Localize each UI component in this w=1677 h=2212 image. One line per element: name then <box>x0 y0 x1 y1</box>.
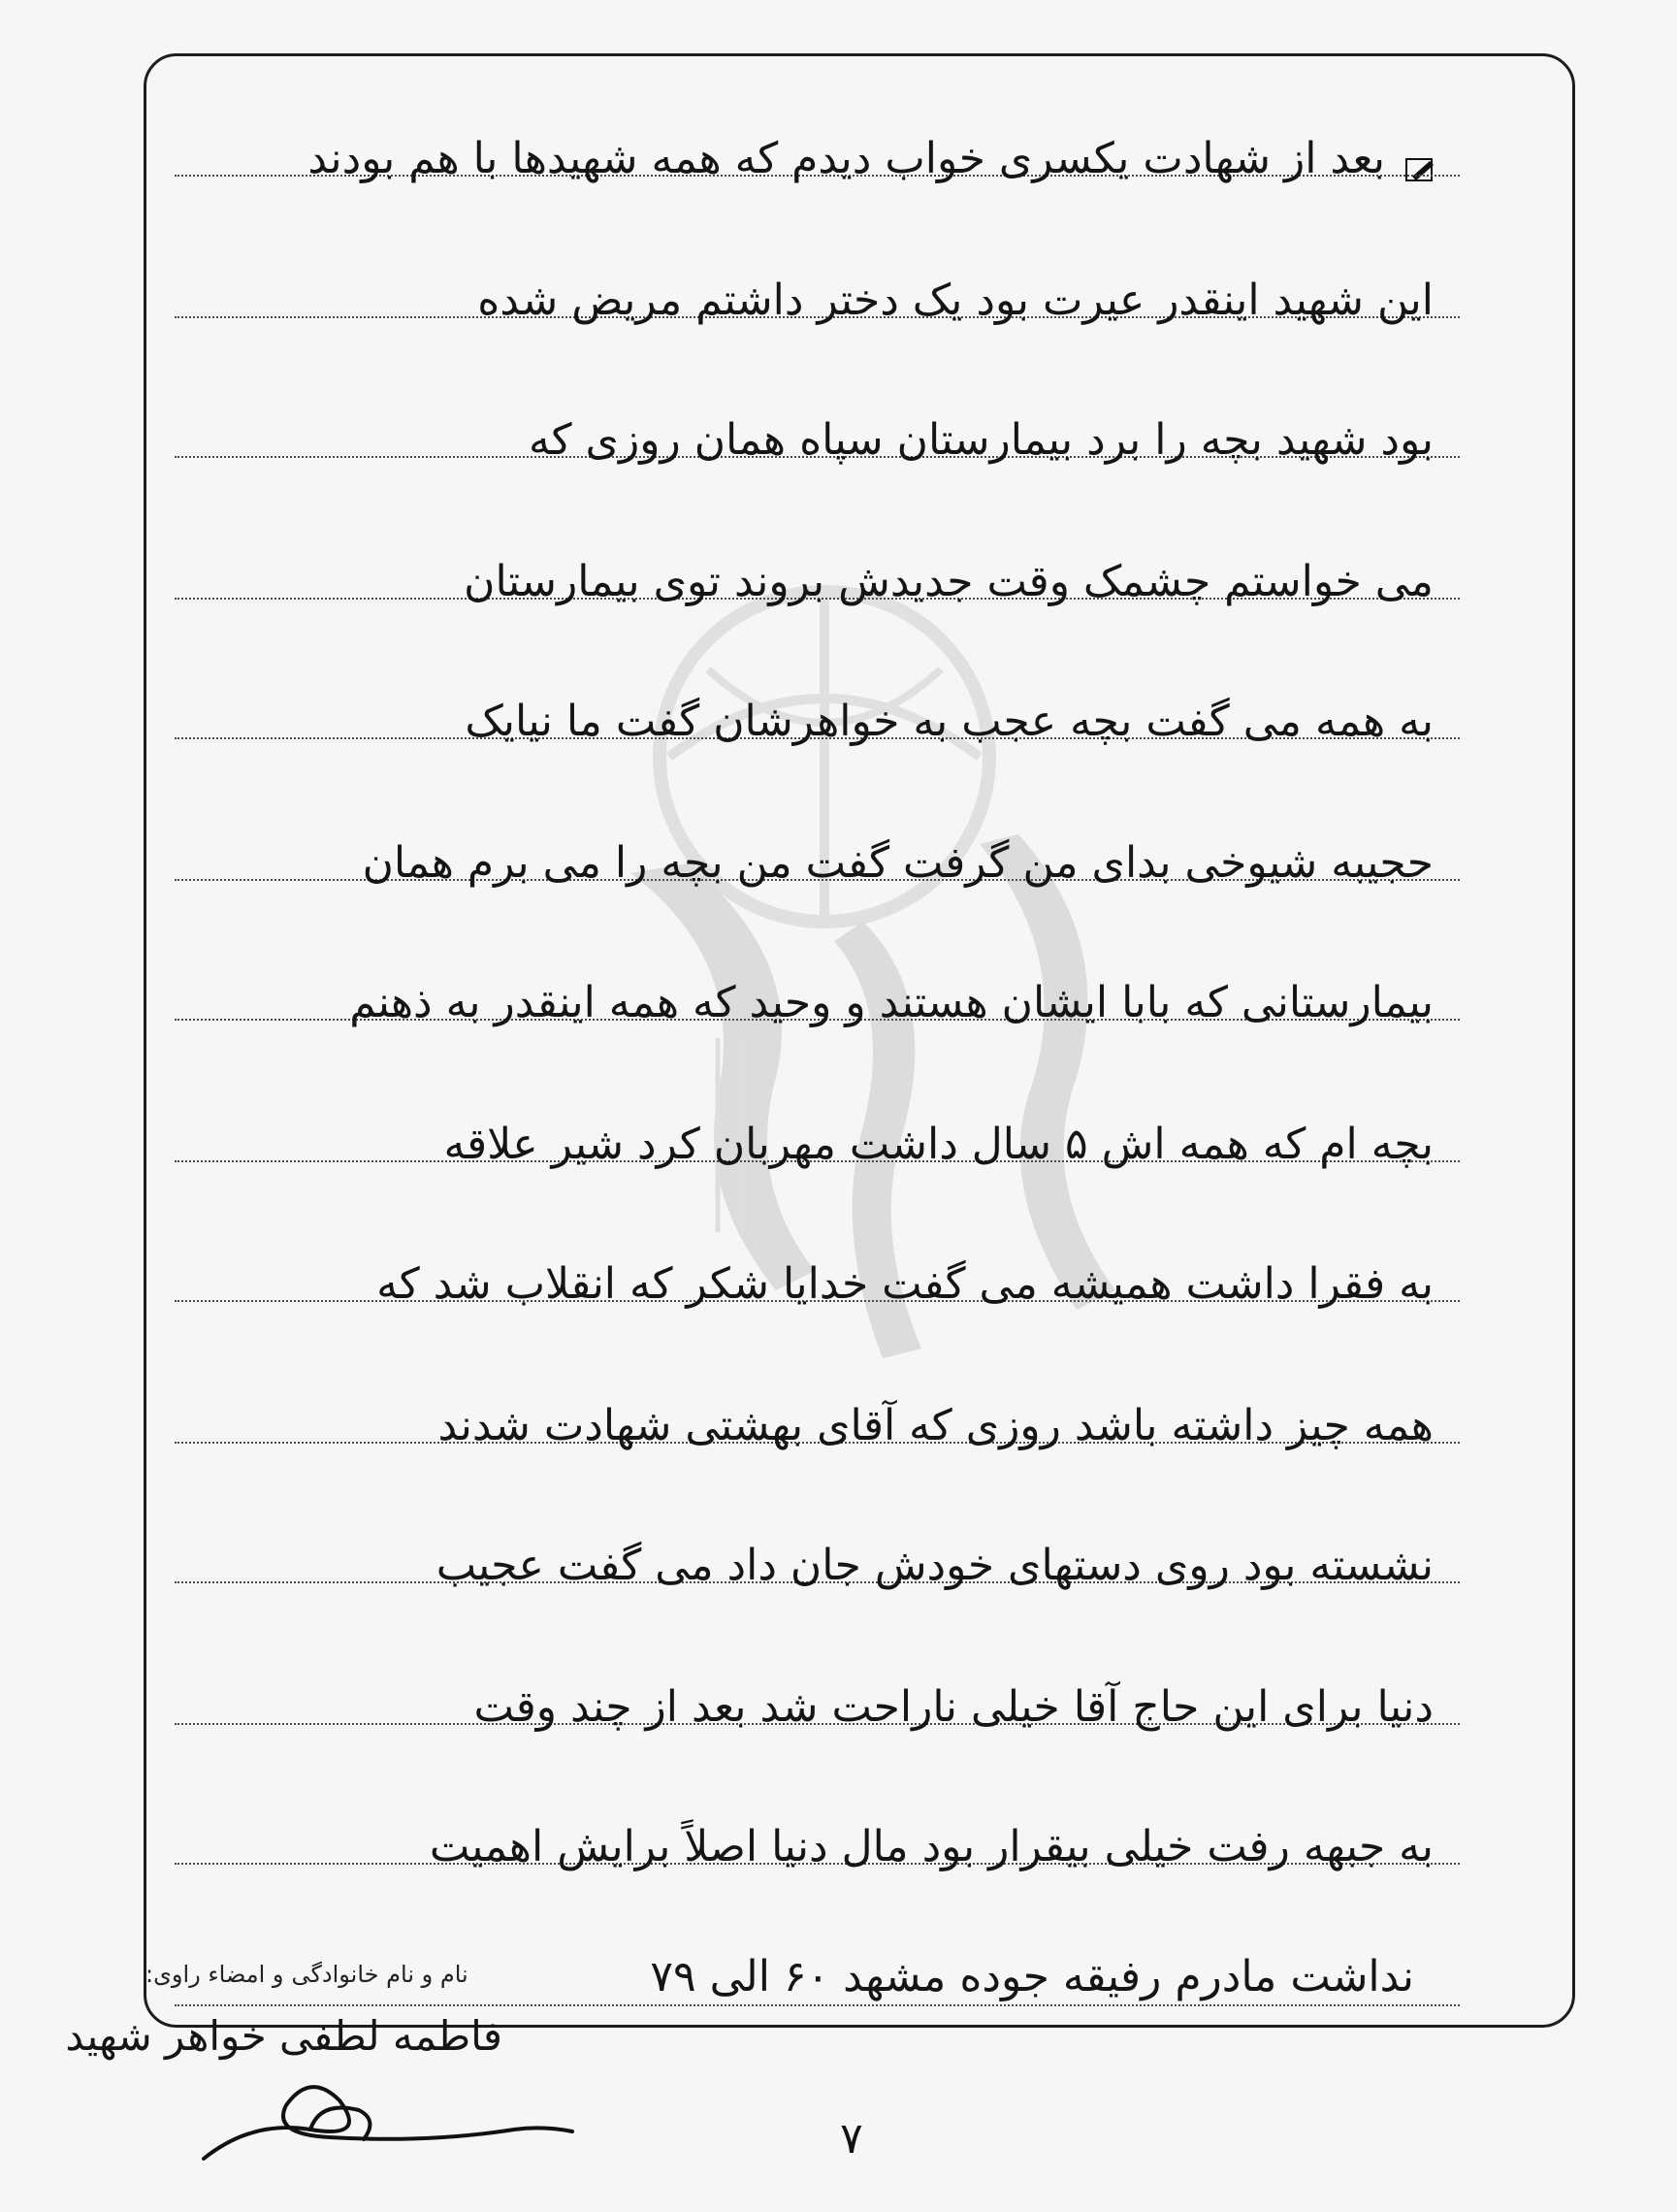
handwritten-line: دنیا برای این حاج آقا خیلی ناراحت شد بعد از چند وقت <box>473 1682 1434 1732</box>
handwritten-line: بیمارستانی که بابا ایشان هستند و وحید که همه اینقدر به ذهنم <box>349 978 1434 1027</box>
handwritten-line: به فقرا داشت همیشه می گفت خدایا شکر که انقلاب شد که <box>376 1259 1434 1309</box>
handwritten-line: بعد از شهادت یکسری خواب دیدم که همه شهیدها با هم بودند <box>307 134 1385 183</box>
handwritten-line: حجیبه شیوخی بدای من گرفت گفت من بچه را می برم همان <box>362 838 1434 888</box>
handwritten-line: بود شهید بچه را برد بیمارستان سپاه همان روزی که <box>529 415 1434 465</box>
narrator-name-label: نام و نام خانوادگی <box>291 1961 468 1988</box>
narrator-signature-label <box>145 1960 1174 1989</box>
narrator-signature <box>194 2062 582 2178</box>
handwritten-line: بچه ام که همه اش ۵ سال داشت مهربان کرد شیر علاقه <box>443 1120 1434 1169</box>
handwritten-line: نداشت مادرم رفیقه جوده مشهد ۶۰ الی ۷۹ <box>650 1952 1414 2001</box>
handwritten-line: به جبهه رفت خیلی بیقرار بود مال دنیا اصلاً برایش اهمیت <box>429 1822 1434 1871</box>
ruled-line <box>175 2004 1460 2006</box>
narrator-name: فاطمه لطفی خواهر شهید <box>65 2012 502 2060</box>
handwritten-line: این شهید اینقدر عیرت بود یک دختر داشتم مریض شده <box>477 276 1434 325</box>
handwritten-line: همه چیز داشته باشد روزی که آقای بهشتی شهادت شدند <box>437 1401 1434 1450</box>
handwritten-line: می خواستم چشمک وقت جدیدش بروند توی بیمارستان <box>464 557 1434 606</box>
handwritten-line: به همه می گفت بچه عجب به خواهرشان گفت ما نیایک <box>465 697 1434 746</box>
handwritten-line: نشسته بود روی دستهای خودش جان داد می گفت عجیب <box>435 1541 1434 1590</box>
page-number: ۷ <box>840 2114 863 2163</box>
narrator-sign-label: و امضاء راوی: <box>145 1961 284 1988</box>
pen-icon <box>1404 155 1437 184</box>
